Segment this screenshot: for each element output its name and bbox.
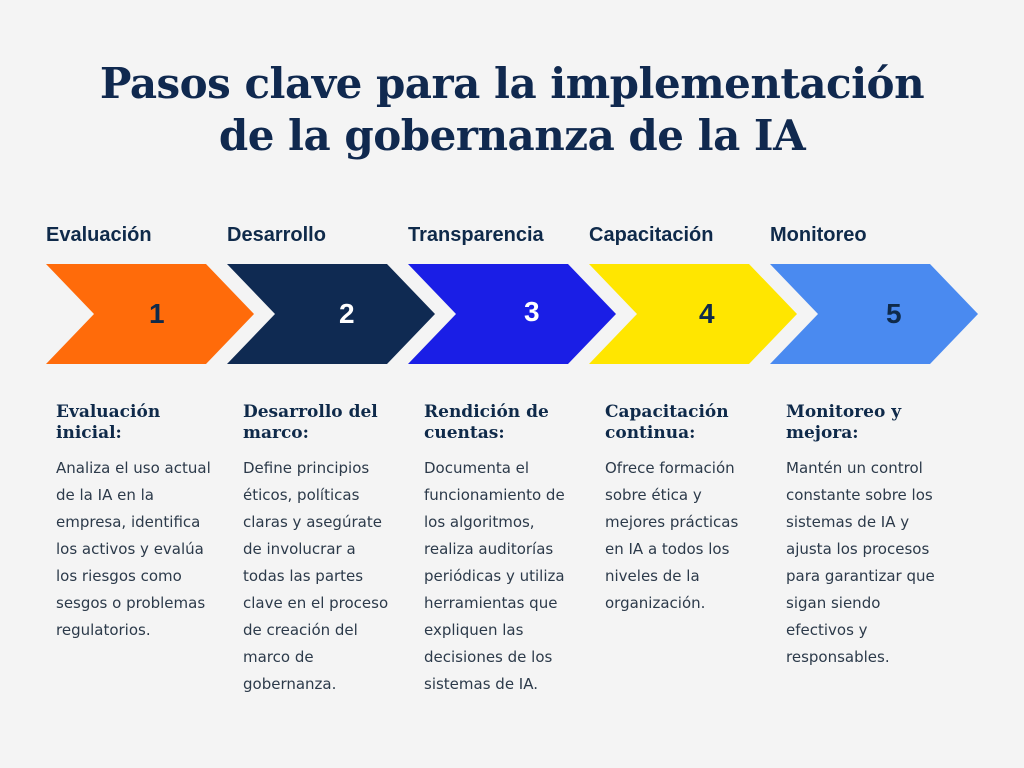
description-line: sigan siendo xyxy=(786,594,881,612)
step-subtitle-line: Desarrollo del xyxy=(243,402,378,422)
description-line: gobernanza. xyxy=(243,675,337,693)
step-description xyxy=(424,455,596,698)
step-description xyxy=(56,455,228,644)
step-subtitle-line: continua: xyxy=(605,423,696,443)
description-line: ajusta los procesos xyxy=(786,540,930,558)
step-subtitle-line: Evaluación xyxy=(56,402,161,422)
chevron-shape xyxy=(589,264,797,364)
step-subtitle-line: Rendición de xyxy=(424,402,549,422)
step-3 xyxy=(408,0,588,768)
step-subtitle-line: Capacitación xyxy=(605,402,729,422)
chevron-shape xyxy=(770,264,978,364)
description-line: claras y asegúrate xyxy=(243,513,382,531)
step-subtitle-line: inicial: xyxy=(56,423,122,443)
step-subtitle-line: Monitoreo y xyxy=(786,402,902,422)
step-1 xyxy=(46,0,226,768)
chevron-shape xyxy=(408,264,616,364)
step-description xyxy=(605,455,777,617)
description-line: regulatorios. xyxy=(56,621,151,639)
chevron-arrow xyxy=(770,264,978,364)
description-line: todas las partes xyxy=(243,567,364,585)
description-line: periódicas y utiliza xyxy=(424,567,565,585)
description-line: Mantén un control xyxy=(786,459,923,477)
description-line: efectivos y xyxy=(786,621,868,639)
title-line-1: Pasos clave para la implementación xyxy=(99,59,925,108)
step-subtitle xyxy=(56,402,160,444)
description-line: funcionamiento de xyxy=(424,486,565,504)
description-line: empresa, identifica xyxy=(56,513,201,531)
description-line: sobre ética y xyxy=(605,486,702,504)
step-2 xyxy=(227,0,407,768)
description-line: de involucrar a xyxy=(243,540,356,558)
description-line: niveles de la xyxy=(605,567,700,585)
step-subtitle-line: mejora: xyxy=(786,423,859,443)
description-line: sistemas de IA y xyxy=(786,513,910,531)
step-subtitle-line: cuentas: xyxy=(424,423,505,443)
description-line: en IA a todos los xyxy=(605,540,730,558)
description-line: sesgos o problemas xyxy=(56,594,206,612)
step-subtitle xyxy=(605,402,729,444)
step-subtitle xyxy=(424,402,549,444)
step-5 xyxy=(770,0,950,768)
step-4 xyxy=(589,0,769,768)
description-line: herramientas que xyxy=(424,594,558,612)
description-line: clave en el proceso xyxy=(243,594,389,612)
description-line: expliquen las xyxy=(424,621,524,639)
description-line: Define principios xyxy=(243,459,370,477)
description-line: los activos y evalúa xyxy=(56,540,204,558)
description-line: sistemas de IA. xyxy=(424,675,539,693)
chevron-arrow xyxy=(408,264,616,364)
description-line: marco de xyxy=(243,648,314,666)
description-line: los algoritmos, xyxy=(424,513,535,531)
step-description xyxy=(243,455,415,698)
chevron-arrow xyxy=(227,264,435,364)
chevron-arrow xyxy=(46,264,254,364)
title-line-2: de la gobernanza de la IA xyxy=(218,111,806,160)
description-line: para garantizar que xyxy=(786,567,935,585)
step-number: 1 xyxy=(149,298,165,329)
description-line: éticos, políticas xyxy=(243,486,360,504)
step-subtitle xyxy=(243,402,378,444)
step-number: 4 xyxy=(699,298,715,329)
description-line: realiza auditorías xyxy=(424,540,554,558)
step-description xyxy=(786,455,958,671)
step-subtitle-line: marco: xyxy=(243,423,309,443)
chevron-arrow xyxy=(589,264,797,364)
step-number: 3 xyxy=(524,296,540,327)
chevron-shape xyxy=(227,264,435,364)
description-line: Documenta el xyxy=(424,459,530,477)
description-line: decisiones de los xyxy=(424,648,553,666)
description-line: mejores prácticas xyxy=(605,513,739,531)
step-number: 5 xyxy=(886,298,902,329)
step-name: Monitoreo xyxy=(770,224,867,246)
step-name: Transparencia xyxy=(408,224,544,246)
description-line: de la IA en la xyxy=(56,486,154,504)
description-line: Ofrece formación xyxy=(605,459,735,477)
step-name: Desarrollo xyxy=(227,224,326,246)
step-number: 2 xyxy=(339,298,355,329)
step-name: Evaluación xyxy=(46,224,152,246)
step-subtitle xyxy=(786,402,901,444)
description-line: Analiza el uso actual xyxy=(56,459,211,477)
description-line: organización. xyxy=(605,594,706,612)
description-line: de creación del xyxy=(243,621,358,639)
description-line: responsables. xyxy=(786,648,890,666)
step-name: Capacitación xyxy=(589,224,714,246)
description-line: constante sobre los xyxy=(786,486,933,504)
description-line: los riesgos como xyxy=(56,567,182,585)
